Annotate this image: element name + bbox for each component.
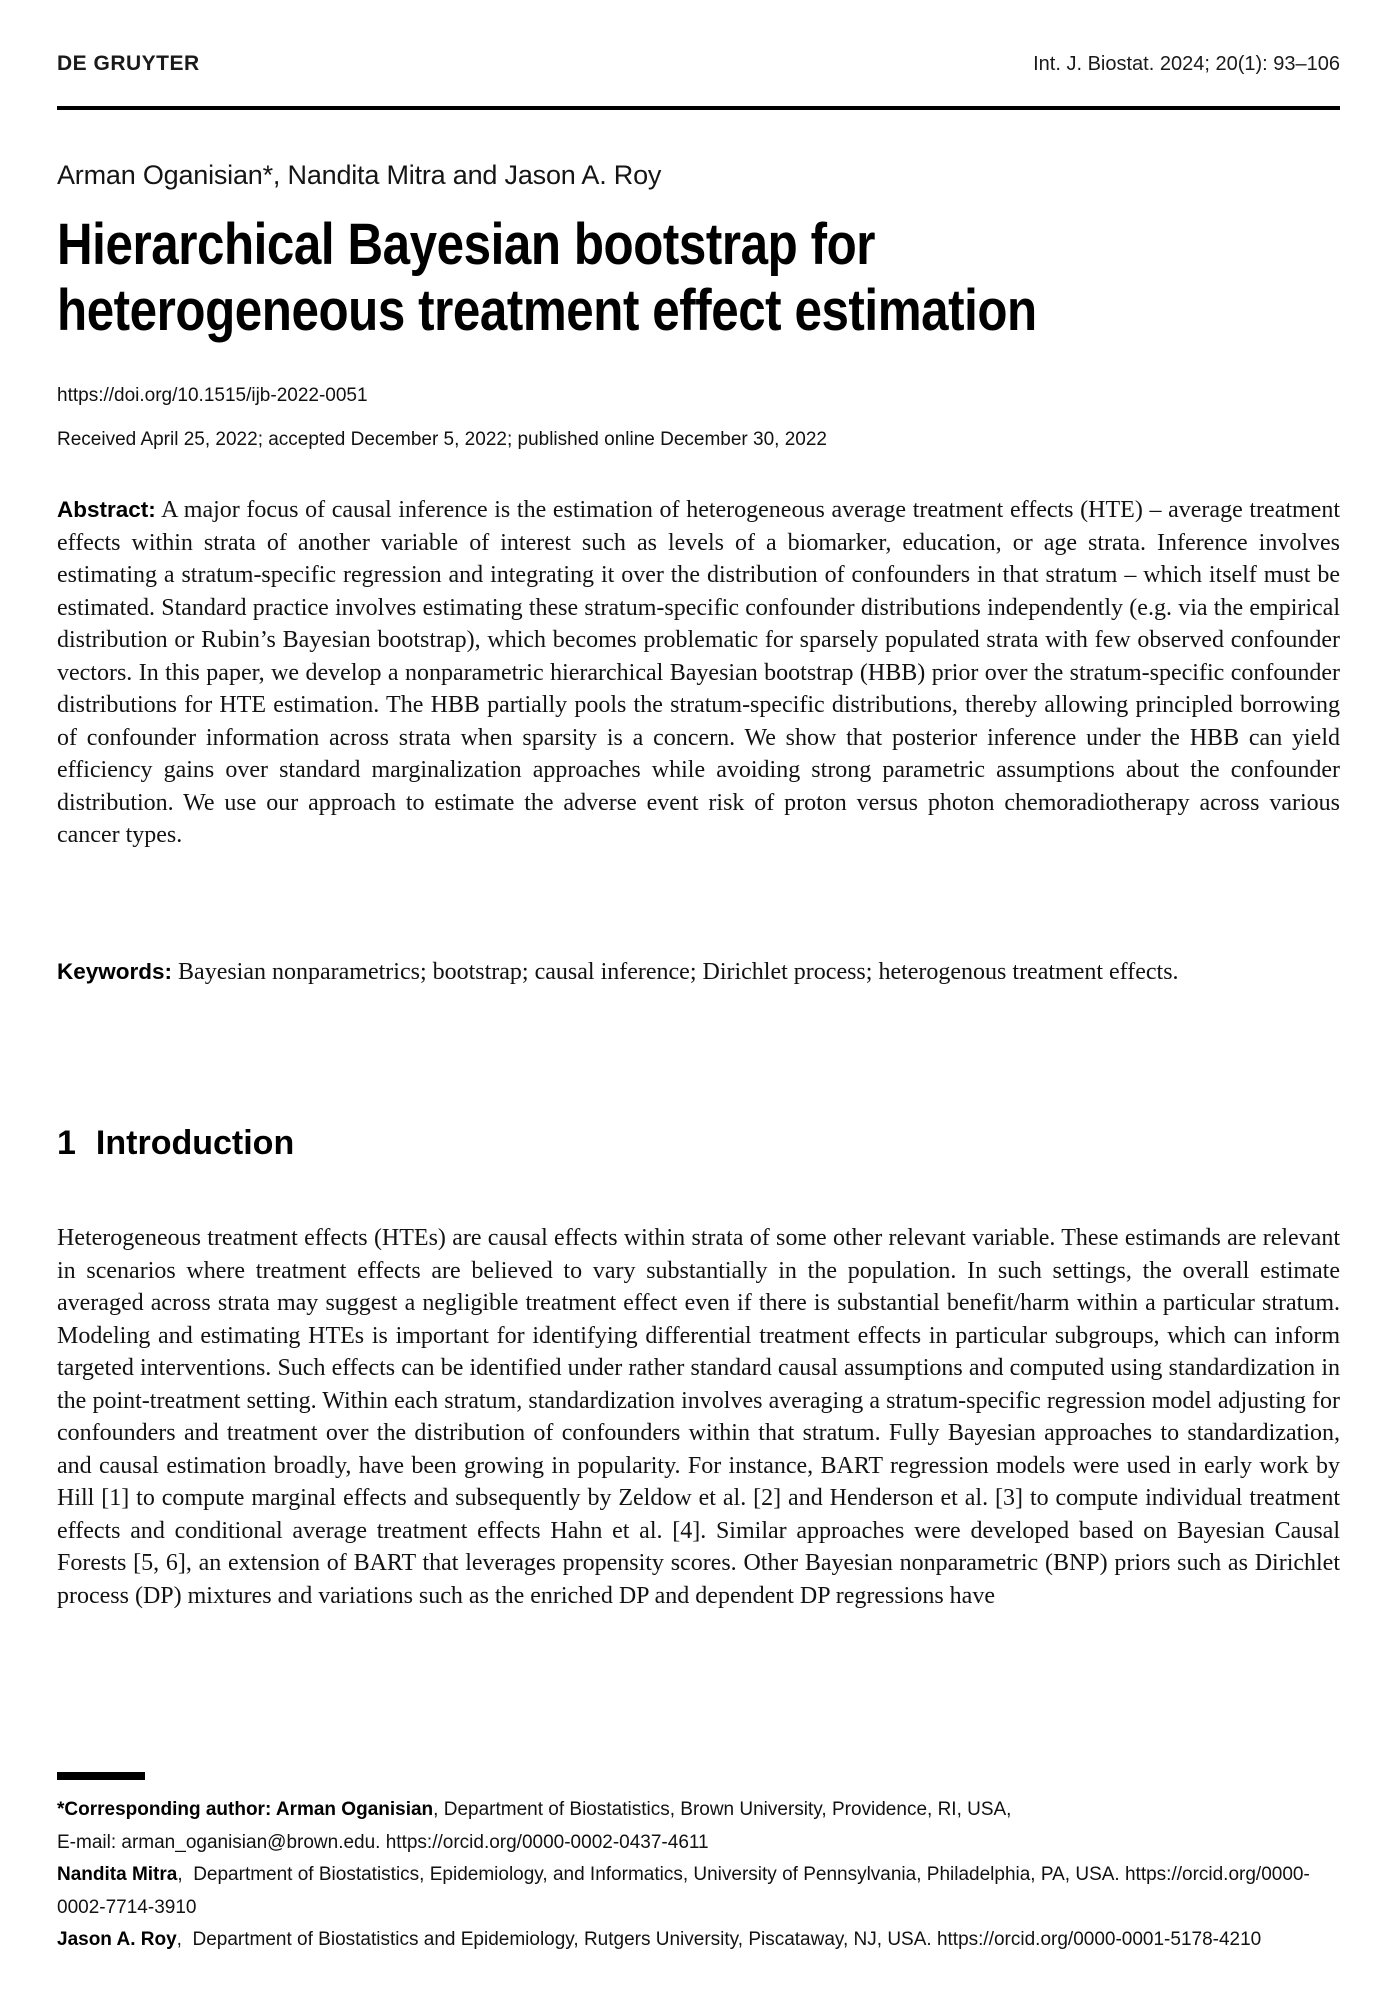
footnote-author-name: *Corresponding author: Arman Oganisian: [57, 1799, 434, 1820]
keywords-paragraph: [57, 956, 1340, 989]
footnote-author-affiliation: , Department of Biostatistics, Brown University, Providence, RI, USA,: [433, 1799, 1012, 1820]
article-title-line-2: heterogeneous treatment effect estimation: [57, 278, 1037, 343]
footnote-author-affiliation: , Department of Biostatistics, Epidemiology, and Informatics, University of Pennsylvania, Philadelphia, PA, USA. https://orcid.org/0000-0002-7714-3910: [57, 1864, 1310, 1918]
journal-citation: Int. J. Biostat. 2024; 20(1): 93–106: [1033, 53, 1340, 75]
header-divider-rule: [57, 106, 1340, 110]
section-number: 1: [57, 1124, 76, 1162]
abstract-label: Abstract:: [57, 497, 156, 522]
doi-link: https://doi.org/10.1515/ijb-2022-0051: [57, 385, 368, 406]
footnote-email-orcid: [57, 1827, 1340, 1860]
footnote-author-name: Nandita Mitra: [57, 1864, 178, 1885]
footnote-email-text: E-mail: arman_oganisian@brown.edu. https://orcid.org/0000-0002-0437-4611: [57, 1831, 709, 1853]
author-line: Arman Oganisian*, Nandita Mitra and Jason A. Roy: [57, 160, 662, 190]
article-title: [57, 212, 1340, 344]
abstract-text: A major focus of causal inference is the estimation of heterogeneous average treatment effects (HTE) – average treatment effects within strata of another variable of interest such as levels of a biomarker, education, or age strata. Inference involves estimating a stratum-specific regression and integrating it over the distribution of confounders in that stratum – which itself must be estimated. Standard practice involves estimating these stratum-specific confounder distributions independently (e.g. via the empirical distribution or Rubin’s Bayesian bootstrap), which becomes problematic for sparsely populated strata with few observed confounder vectors. In this paper, we develop a nonparametric hierarchical Bayesian bootstrap (HBB) prior over the stratum-specific confounder distributions for HTE estimation. The HBB partially pools the stratum-specific distributions, thereby allowing principled borrowing of confounder information across strata when sparsity is a concern. We show that posterior inference under the HBB can yield efficiency gains over standard marginalization approaches while avoiding strong parametric assumptions about the confounder distribution. We use our approach to estimate the adverse event risk of proton versus photon chemoradiotherapy across various cancer types.: [57, 497, 1340, 848]
section-title: Introduction: [95, 1124, 295, 1162]
footnote-author-affiliation: , Department of Biostatistics and Epidemiology, Rutgers University, Piscataway, NJ, USA. https://orcid.org/0000-0001-5178-4210: [176, 1929, 1262, 1950]
section-heading-introduction: [57, 1124, 1340, 1163]
introduction-paragraph: Heterogeneous treatment effects (HTEs) are causal effects within strata of some other relevant variable. These estimands are relevant in scenarios where treatment effects are believed to vary substantially in the population. In such settings, the overall estimate averaged across strata may suggest a negligible treatment effect even if there is substantial benefit/harm within a particular stratum. Modeling and estimating HTEs is important for identifying differential treatment effects in particular subgroups, which can inform targeted interventions. Such effects can be identified under rather standard causal assumptions and computed using standardization in the point-treatment setting. Within each stratum, standardization involves averaging a stratum-specific regression model adjusting for confounders and treatment over the distribution of confounders within that stratum. Fully Bayesian approaches to standardization, and causal estimation broadly, have been growing in popularity. For instance, BART regression models were used in early work by Hill [1] to compute marginal effects and subsequently by Zeldow et al. [2] and Henderson et al. [3] to compute individual treatment effects and conditional average treatment effects Hahn et al. [4]. Similar approaches were developed based on Bayesian Causal Forests [5, 6], an extension of BART that leverages propensity scores. Other Bayesian nonparametric (BNP) priors such as Dirichlet process (DP) mixtures and variations such as the enriched DP and dependent DP regressions have: [57, 1225, 1340, 1609]
footnote-author-2: [57, 1859, 1340, 1924]
keywords-text: Bayesian nonparametrics; bootstrap; causal inference; Dirichlet process; heterogenous treatment effects.: [178, 959, 1179, 985]
article-title-line-1: Hierarchical Bayesian bootstrap for: [57, 212, 876, 277]
journal-header: [57, 52, 1340, 76]
keywords-label: Keywords:: [57, 959, 173, 984]
footnote-author-name: Jason A. Roy: [57, 1929, 177, 1950]
publication-history: Received April 25, 2022; accepted December 5, 2022; published online December 30, 2022: [57, 429, 828, 450]
publisher-logo-text: DE GRUYTER: [57, 52, 200, 75]
footnote-author-3: [57, 1924, 1340, 1957]
footnote-divider-rule: [57, 1772, 145, 1780]
footnotes-block: [57, 1794, 1340, 1957]
abstract-paragraph: [57, 494, 1340, 852]
footnote-corresponding-author: [57, 1794, 1340, 1827]
